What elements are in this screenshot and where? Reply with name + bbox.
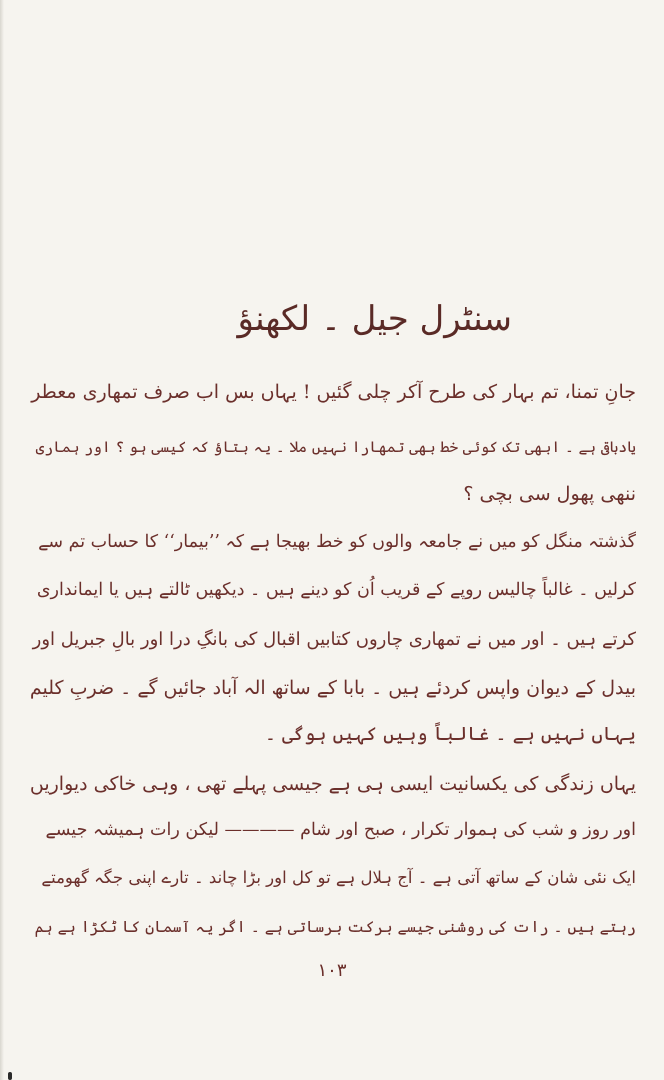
letter-line: یہاں نہیں ہے ۔ غالباً وہیں کہیں ہوگی ۔: [264, 723, 636, 745]
letter-line: کرتے ہیں ۔ اور میں نے تمھاری چاروں کتابیں اقبال کی بانگِ درا اور بالِ جبریل اور: [32, 629, 636, 650]
letter-line: ایک نئی شان کے ساتھ آتی ہے ۔ آج ہلال ہے تو کل اور بڑا چاند ۔ تارے اپنی جگہ گھومتے: [41, 868, 636, 887]
letter-line: یہاں زندگی کی یکسانیت ایسی ہی ہے جیسی پہلے تھی ، وہی خاکی دیواریں: [29, 773, 636, 795]
letter-line: ننھی پھول سی بچی ؟: [463, 483, 636, 505]
letter-line: بیدل کے دیوان واپس کردئے ہیں ۔ بابا کے ساتھ الہ آباد جائیں گے ۔ ضربِ کلیم: [29, 677, 636, 699]
letter-line: کرلیں ۔ غالباً چالیس روپے کے قریب اُن کو دینے ہیں ۔ دیکھیں ٹالتے ہیں یا ایمانداری: [36, 580, 636, 600]
letter-line: گذشتہ منگل کو میں نے جامعہ والوں کو خط بھیجا ہے کہ ’’بیمار‘‘ کا حساب تم سے: [38, 532, 636, 552]
letter-line: رہتے ہیں ۔ رات کی روشنی جیسے برکت برساتی ہے ۔ اگر یہ آسمان کا ٹکڑا ہے ہم: [34, 918, 636, 936]
scan-edge: [0, 0, 4, 1080]
letter-line: جانِ تمنا، تم بہار کی طرح آکر چلی گئیں ! یہاں بس اب صرف تمھاری معطر: [31, 381, 636, 403]
letter-line: یادباقی ہے ۔ ابھی تک کوئی خط بھی تمھارا نہیں ملا ۔ یہ بتاؤ کہ کیسی ہو ؟ اور ہماری: [35, 438, 636, 456]
page-number: ۱۰۳: [317, 960, 347, 981]
scan-mark: [8, 1072, 12, 1080]
letter-line: اور روز و شب کی ہموار تکرار ، صبح اور شام ———— لیکن رات ہمیشہ جیسے: [45, 820, 636, 840]
letter-heading: سنٹرل جیل ۔ لکھنؤ: [237, 299, 512, 339]
